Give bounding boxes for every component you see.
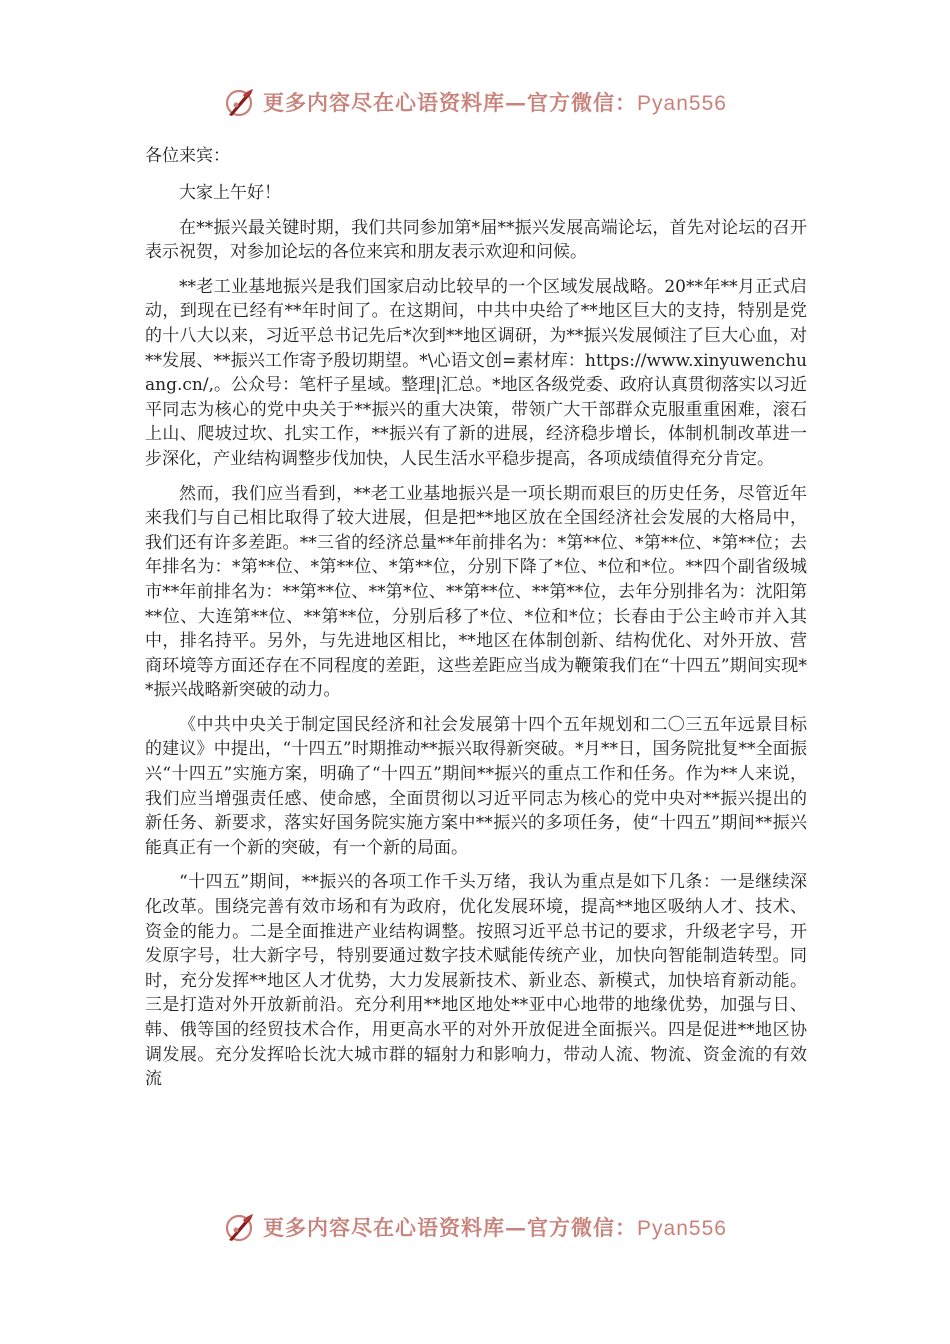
footer-banner xyxy=(0,1207,950,1247)
quill-logo-icon xyxy=(223,1210,257,1244)
paragraph-greeting: 大家上午好！ xyxy=(179,183,281,203)
banner-text: 更多内容尽在心语资料库—官方微信：Pyan556 xyxy=(263,90,727,115)
document-body xyxy=(145,144,807,1102)
salutation: 各位来宾： xyxy=(145,146,230,166)
banner-text: 更多内容尽在心语资料库—官方微信：Pyan556 xyxy=(263,1215,727,1240)
paragraph-5: “十四五”期间，**振兴的各项工作千头万绪，我认为重点是如下几条：一是继续深化改革。围绕完善有效市场和有为政府，优化发展环境，提高**地区吸纳人才、技术、资金的能力。二是全面推进产业结构调整。按照习近平总书记的要求，升级老字号，开发原字号，壮大新字号，特别要通过数字技术赋能传统产业，加快向智能制造转型。同时，充分发挥**地区人才优势，大力发展新技术、新业态、新模式，加快培育新动能。三是打造对外开放新前沿。充分利用**地区地处**亚中心地带的地缘优势，加强与日、韩、俄等国的经贸技术合作，用更高水平的对外开放促进全面振兴。四是促进**地区协调发展。充分发挥哈长沈大城市群的辐射力和影响力，带动人流、物流、资金流的有效流 xyxy=(145,872,807,1090)
paragraph-3: 然而，我们应当看到，**老工业基地振兴是一项长期而艰巨的历史任务，尽管近年来我们与自己相比取得了较大进展，但是把**地区放在全国经济社会发展的大格局中，我们还有许多差距。**三省的经济总量**年前排名为：*第**位、*第**位、*第**位；去年排名为：*第**位、*第**位、*第**位，分别下降了*位、*位和*位。**四个副省级城市**年前排名为：**第**位、**第*位、**第**位、**第**位，去年分别排名为：沈阳第**位、大连第**位、**第**位，分别后移了*位、*位和*位；长春由于公主岭市并入其中，排名持平。另外，与先进地区相比，**地区在体制创新、结构优化、对外开放、营商环境等方面还存在不同程度的差距，这些差距应当成为鞭策我们在“十四五”期间实现**振兴战略新突破的动力。 xyxy=(145,483,807,701)
quill-logo-icon xyxy=(223,85,257,119)
header-banner xyxy=(0,82,950,122)
paragraph-4: 《中共中央关于制定国民经济和社会发展第十四个五年规划和二〇三五年远景目标的建议》中提出，“十四五”时期推动**振兴取得新突破。*月**日，国务院批复**全面振兴“十四五”实施方案，明确了“十四五”期间**振兴的重点工作和任务。作为**人来说，我们应当增强责任感、使命感，全面贯彻以习近平同志为核心的党中央对**振兴提出的新任务、新要求，落实好国务院实施方案中**振兴的多项任务，使“十四五”期间**振兴能真正有一个新的突破，有一个新的局面。 xyxy=(145,714,807,858)
paragraph-2: **老工业基地振兴是我们国家启动比较早的一个区域发展战略。20**年**月正式启动，到现在已经有**年时间了。在这期间，中共中央给了**地区巨大的支持，特别是党的十八大以来，习近平总书记先后*次到**地区调研，为**振兴发展倾注了巨大心血，对**发展、**振兴工作寄予殷切期望。*\心语文创=素材库：https://www.xinyuwenchuang.cn/,。公众号：笔杆子星域。整理|汇总。*地区各级党委、政府认真贯彻落实以习近平同志为核心的党中央关于**振兴的重大决策，带领广大干部群众克服重重困难，滚石上山、爬坡过坎、扎实工作，**振兴有了新的进展，经济稳步增长，体制机制改革进一步深化，产业结构调整步伐加快，人民生活水平稳步提高，各项成绩值得充分肯定。 xyxy=(145,276,807,469)
paragraph-1: 在**振兴最关键时期，我们共同参加第*届**振兴发展高端论坛，首先对论坛的召开表示祝贺，对参加论坛的各位来宾和朋友表示欢迎和问候。 xyxy=(145,217,807,263)
